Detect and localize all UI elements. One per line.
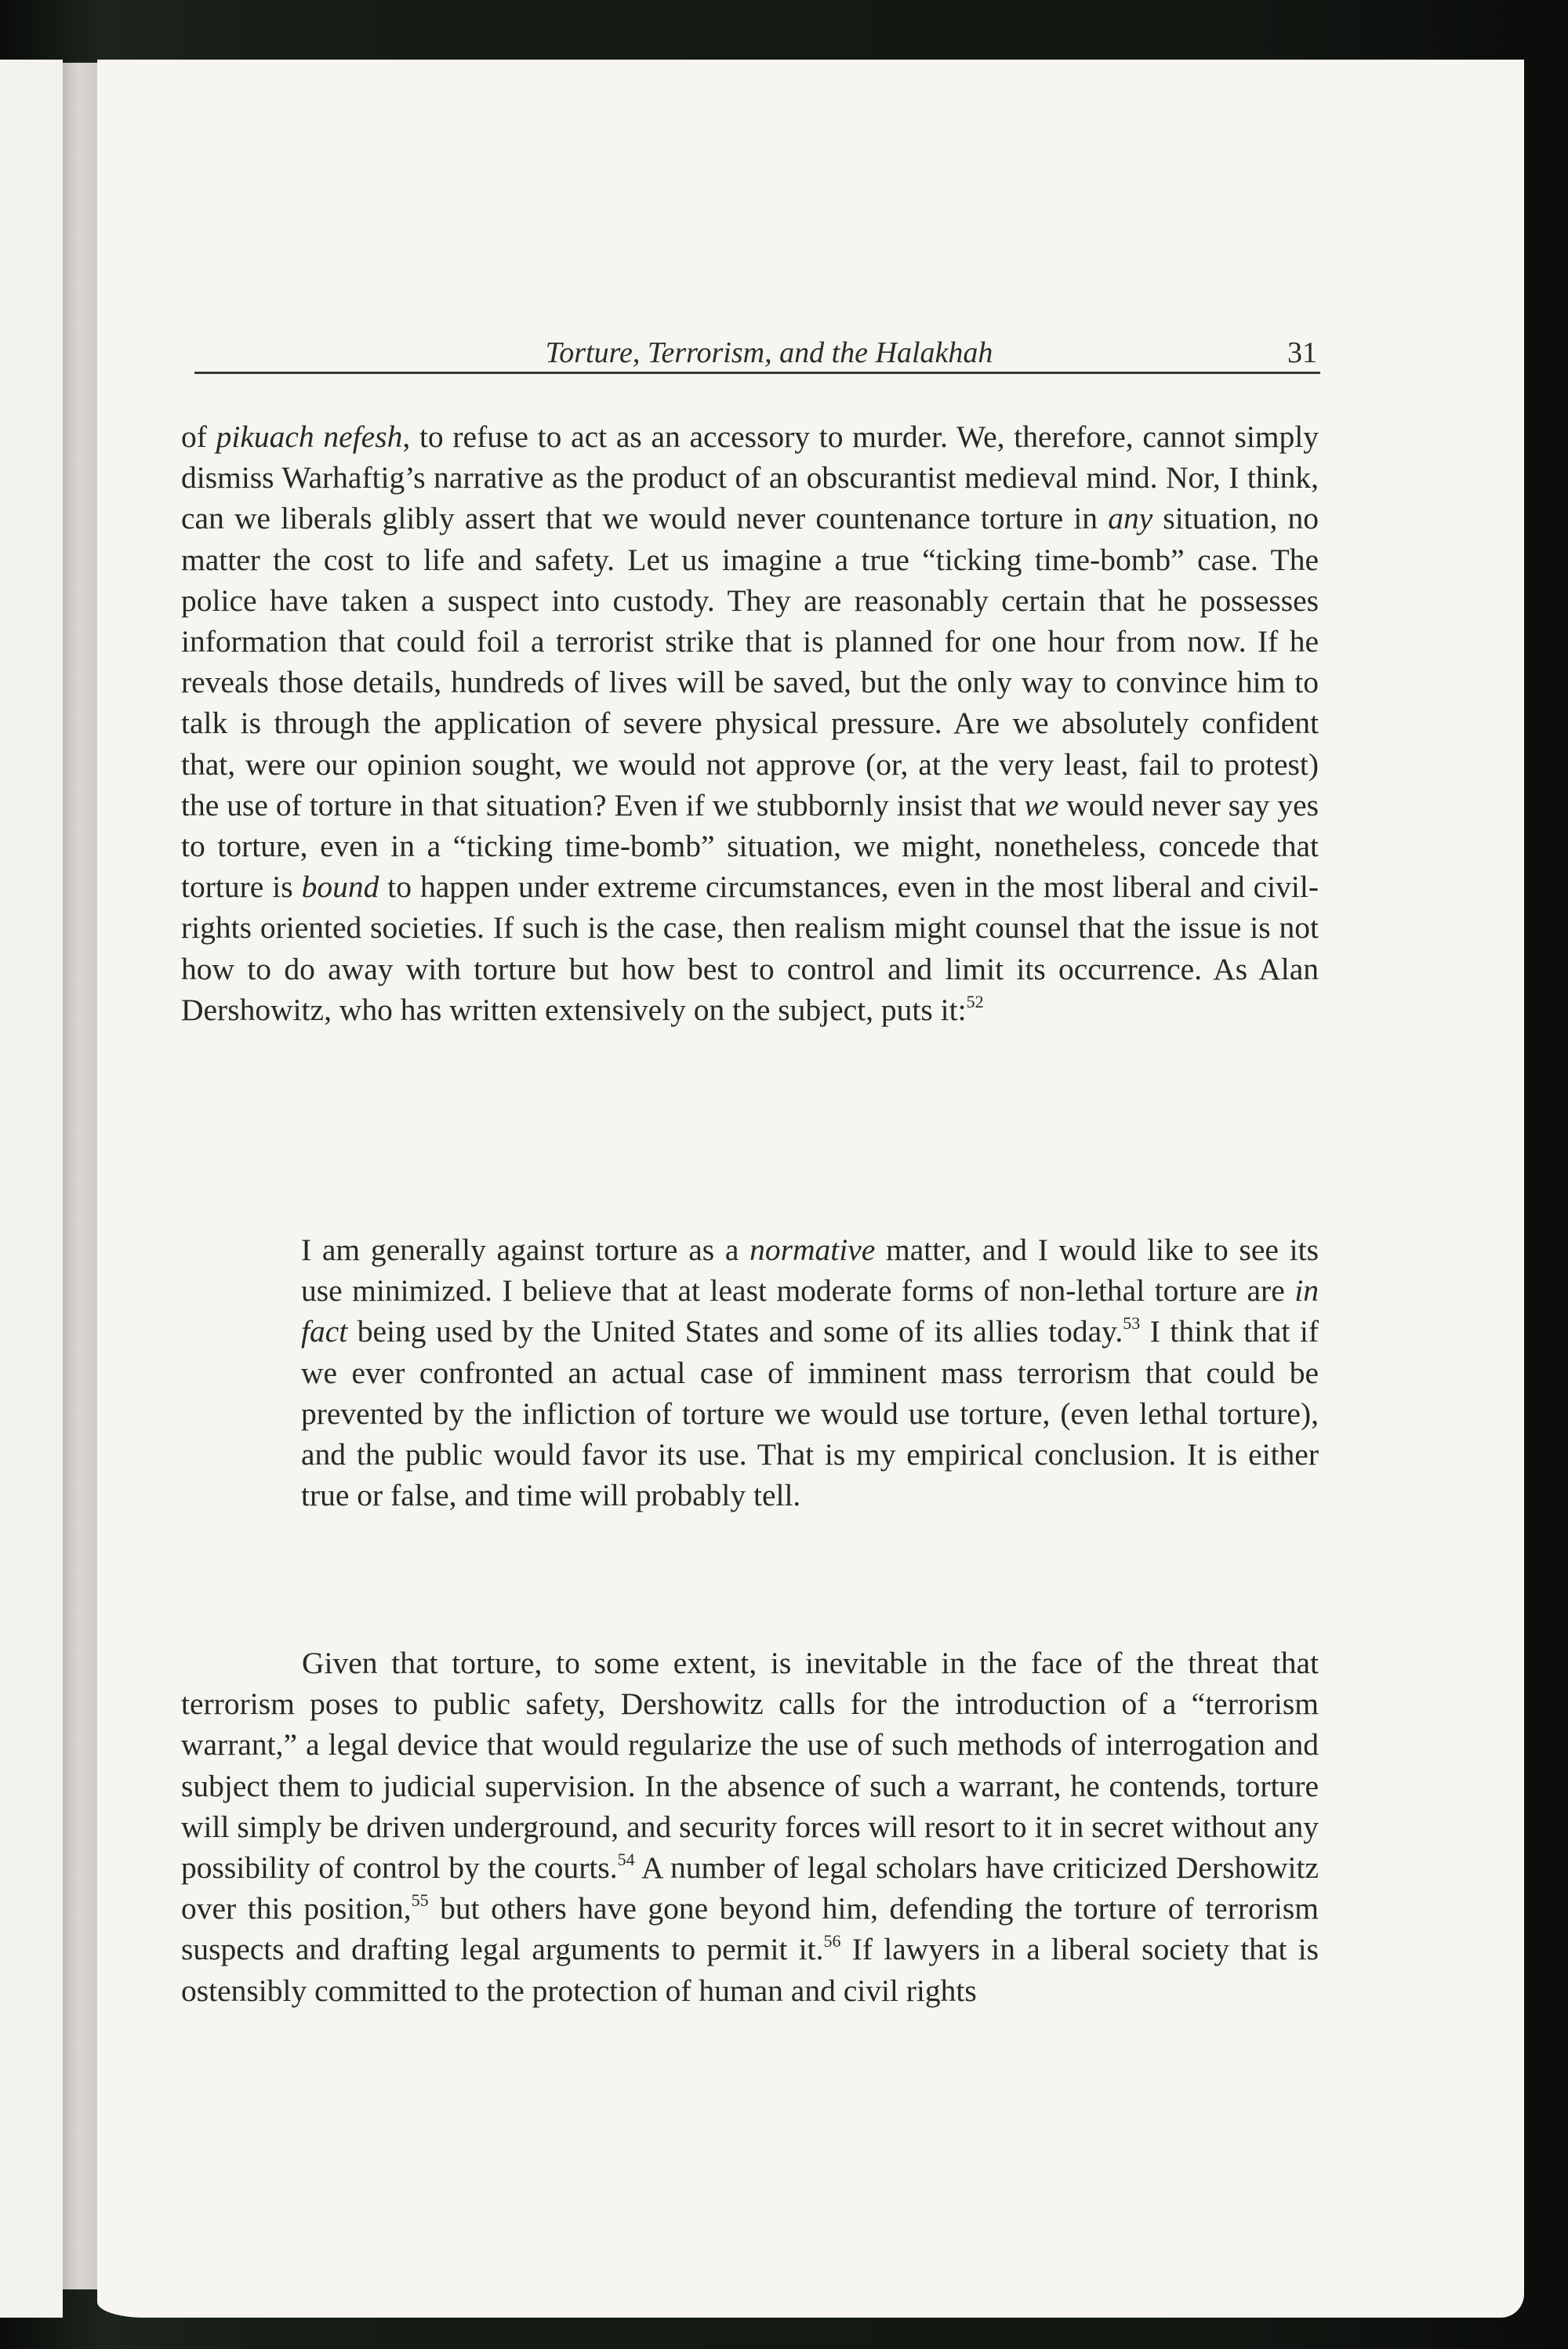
italic-term: pikuach nefesh — [216, 419, 403, 454]
footnote-ref-55: 55 — [411, 1890, 429, 1911]
block-quote: I am generally against torture as a normative matter, and I would like to see its use minimized. I believe that at least moderate forms of non-lethal torture are in fact being used by the United States and some of its allies today.$^{53}$ I think that if we ever confronted an actual case of imminent mass terrorism that could be prevented by the infliction of torture we would use torture, (even lethal torture), and the public would favor its use. That is my empirical conclusion. It is either true or false, and time will probably tell. — [301, 1233, 1319, 1513]
italic-term: any — [1108, 501, 1153, 536]
italic-term: in fact — [301, 1273, 1319, 1349]
footnote-ref-54: 54 — [617, 1850, 635, 1870]
paragraph-1: of pikuach nefesh, to refuse to act as an accessory to murder. We, therefore, cannot simply dismiss Warhaftig’s narrative as the product of an obscurantist medieval mind. Nor, I think, can we liberals glibly assert that we would never countenance torture in any situation, no matter the cost to life and safety. Let us imagine a true “ticking time-bomb” case. The police have taken a suspect into custody. They are reasonably certain that he possesses information that could foil a terrorist strike that is planned for one hour from now. If he reveals those details, hundreds of lives will be saved, but the only way to convince him to talk is through the application of severe physical pressure. Are we absolutely confident that, were our opinion sought, we would not approve (or, at the very least, fail to protest) the use of torture in that situation? Even if we stubbornly insist that we would never say yes to torture, even in a “ticking time-bomb” situation, we might, nonetheless, concede that torture is bound to happen under extreme circumstances, even in the most liberal and civil-rights oriented societies. If such is the case, then realism might counsel that the issue is not how to do away with torture but how best to control and limit its occurrence. As Alan Dershowitz, who has written extensively on the subject, puts it:$^{52}$ — [181, 419, 1319, 1027]
running-title: Torture, Terrorism, and the Halakhah — [545, 336, 993, 369]
running-head — [194, 332, 1320, 373]
footnote-ref-52: 52 — [966, 991, 984, 1011]
italic-term: we — [1024, 787, 1059, 822]
header-rule — [194, 372, 1320, 374]
facing-page-edge — [0, 60, 63, 2318]
page-number: 31 — [1287, 336, 1317, 369]
italic-term: normative — [750, 1233, 876, 1267]
gutter-shadow — [63, 63, 97, 2289]
footnote-ref-56: 56 — [823, 1931, 841, 1951]
footnote-ref-53: 53 — [1123, 1313, 1141, 1334]
italic-term: bound — [301, 870, 379, 905]
paragraph-2: Given that torture, to some extent, is inevitable in the face of the threat that terrorism poses to public safety, Dershowitz calls for the introduction of a “terrorism warrant,” a legal device that would regularize the use of such methods of interrogation and subject them to judicial supervision. In the absence of such a warrant, he contends, torture will simply be driven underground, and security forces will resort to it in secret without any possibility of control by the courts.$^{54}$ A number of legal scholars have criticized Dershowitz over this position,$^{55}$ but others have gone beyond him, defending the torture of terrorism suspects and drafting legal arguments to permit it.$^{56}$ If lawyers in a liberal society that is ostensibly committed to the protection of human and civil rights — [181, 1646, 1319, 2008]
